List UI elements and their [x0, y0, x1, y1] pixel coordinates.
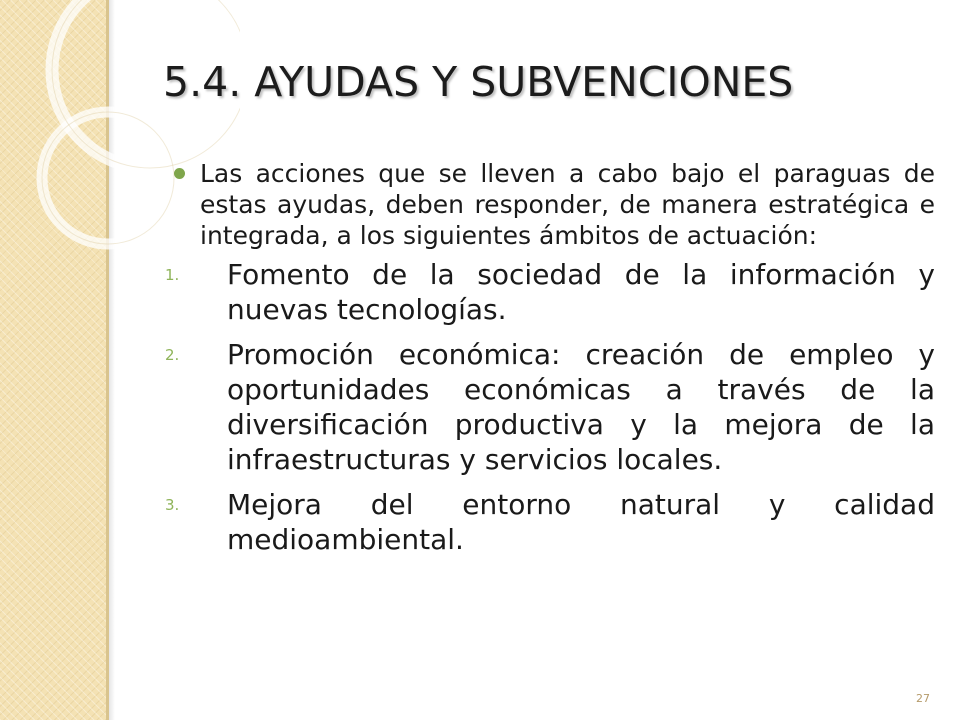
decorative-side-strip	[0, 0, 106, 720]
slide-content	[160, 158, 935, 567]
numbered-list	[160, 257, 935, 557]
list-item-text: Promoción económica: creación de empleo y oportunidades económicas a través de la diversificación productiva y la mejora de la infraestructuras y servicios locales.	[227, 338, 935, 476]
list-item	[160, 337, 935, 477]
list-item-text: Fomento de la sociedad de la información y nuevas tecnologías.	[227, 258, 935, 326]
intro-text: Las acciones que se lleven a cabo bajo el paraguas de estas ayudas, deben responder, de manera estratégica e integrada, a los siguientes ámbitos de actuación:	[200, 159, 935, 250]
list-item	[160, 487, 935, 557]
list-item-number: 2.	[165, 346, 180, 364]
intro-paragraph	[160, 158, 935, 251]
strip-shadow	[109, 0, 115, 720]
page-number: 27	[916, 692, 930, 705]
list-item	[160, 257, 935, 327]
slide-title: 5.4. AYUDAS Y SUBVENCIONES	[163, 58, 794, 106]
list-item-number: 3.	[165, 496, 180, 514]
list-item-text: Mejora del entorno natural y calidad medioambiental.	[227, 488, 935, 556]
list-item-number: 1.	[165, 266, 180, 284]
bullet-dot-icon	[174, 168, 185, 179]
